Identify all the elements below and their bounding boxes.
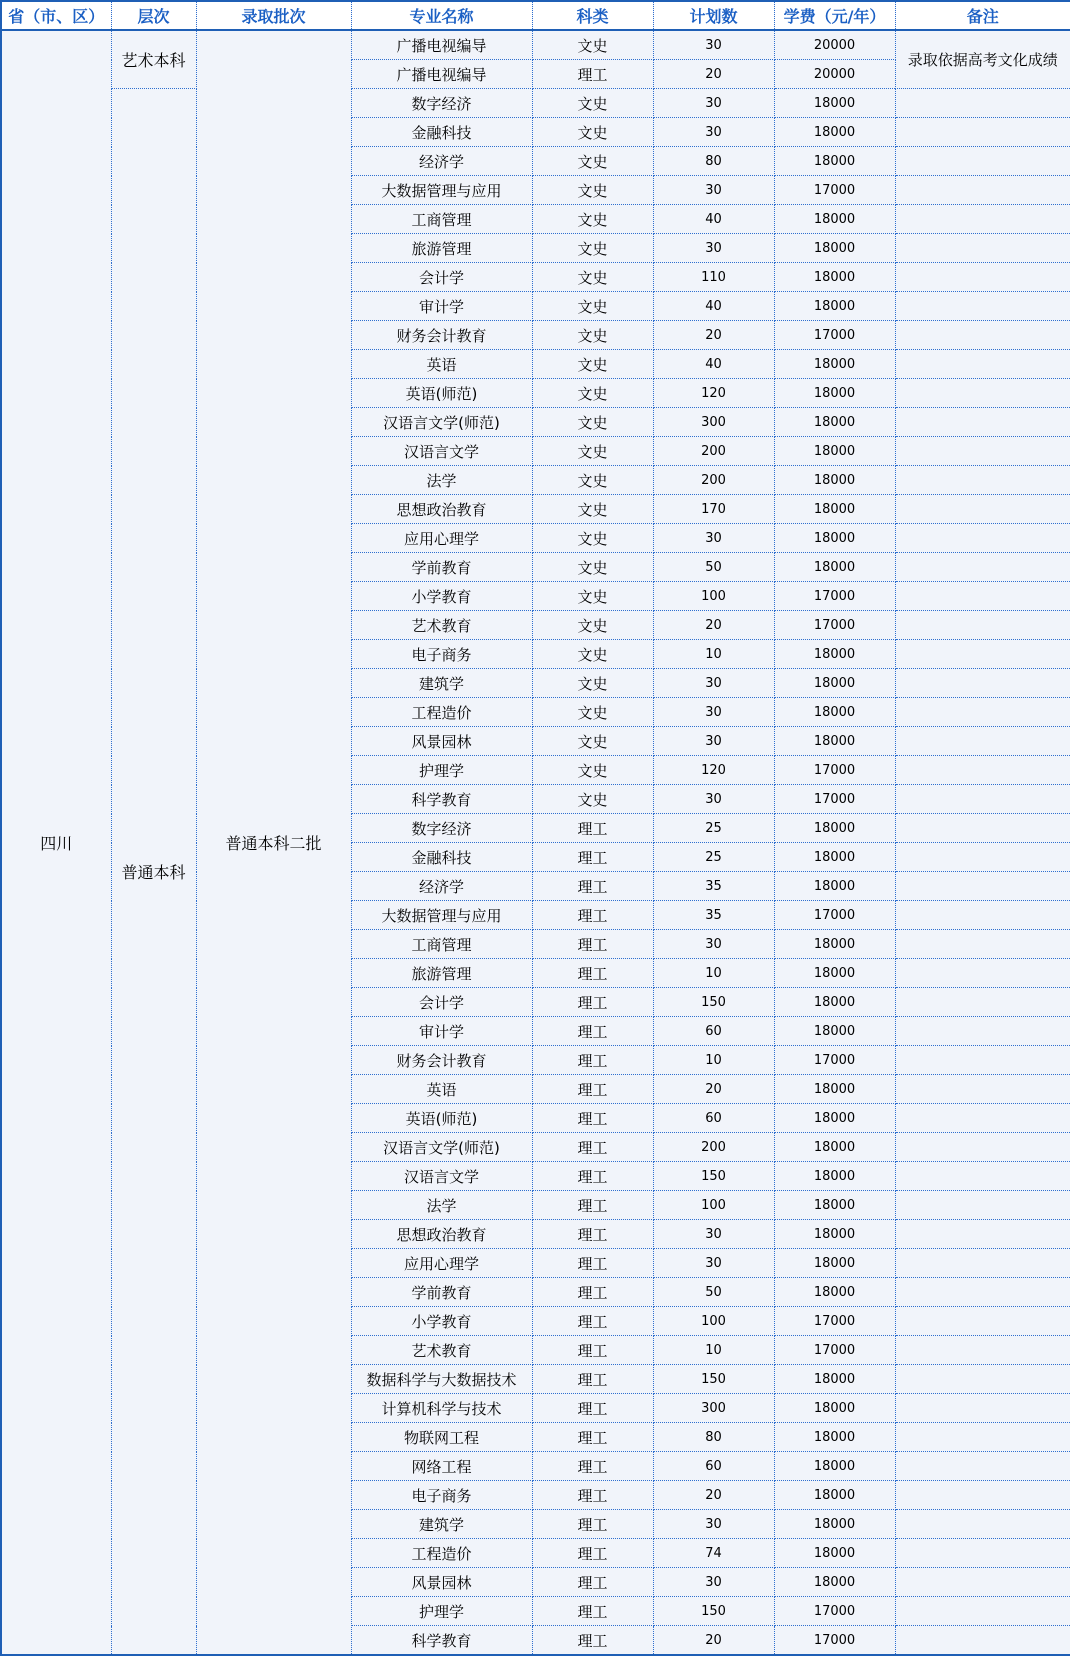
category-cell: 文史 (532, 611, 653, 640)
major-cell: 思想政治教育 (351, 495, 532, 524)
fee-cell: 18000 (774, 988, 895, 1017)
plan-cell: 30 (653, 1510, 774, 1539)
category-cell: 文史 (532, 379, 653, 408)
plan-cell: 20 (653, 60, 774, 89)
note-empty-cell (895, 611, 1070, 640)
header-level: 层次 (111, 1, 196, 30)
category-cell: 文史 (532, 727, 653, 756)
major-cell: 应用心理学 (351, 524, 532, 553)
fee-cell: 17000 (774, 176, 895, 205)
category-cell: 文史 (532, 321, 653, 350)
major-cell: 艺术教育 (351, 1336, 532, 1365)
major-cell: 汉语言文学(师范) (351, 1133, 532, 1162)
fee-cell: 17000 (774, 1046, 895, 1075)
note-empty-cell (895, 1220, 1070, 1249)
plan-cell: 30 (653, 1220, 774, 1249)
fee-cell: 18000 (774, 959, 895, 988)
major-cell: 旅游管理 (351, 959, 532, 988)
plan-cell: 20 (653, 1075, 774, 1104)
fee-cell: 18000 (774, 553, 895, 582)
note-empty-cell (895, 1133, 1070, 1162)
fee-cell: 18000 (774, 437, 895, 466)
category-cell: 文史 (532, 292, 653, 321)
fee-cell: 18000 (774, 669, 895, 698)
fee-cell: 17000 (774, 785, 895, 814)
fee-cell: 18000 (774, 843, 895, 872)
category-cell: 理工 (532, 959, 653, 988)
fee-cell: 18000 (774, 263, 895, 292)
note-empty-cell (895, 1191, 1070, 1220)
category-cell: 理工 (532, 872, 653, 901)
fee-cell: 17000 (774, 1336, 895, 1365)
note-empty-cell (895, 234, 1070, 263)
major-cell: 应用心理学 (351, 1249, 532, 1278)
fee-cell: 18000 (774, 379, 895, 408)
note-empty-cell (895, 930, 1070, 959)
major-cell: 经济学 (351, 147, 532, 176)
note-empty-cell (895, 1104, 1070, 1133)
fee-cell: 20000 (774, 30, 895, 60)
plan-cell: 300 (653, 1394, 774, 1423)
category-cell: 理工 (532, 1278, 653, 1307)
major-cell: 会计学 (351, 988, 532, 1017)
category-cell: 理工 (532, 1394, 653, 1423)
fee-cell: 18000 (774, 408, 895, 437)
major-cell: 审计学 (351, 1017, 532, 1046)
fee-cell: 17000 (774, 611, 895, 640)
major-cell: 审计学 (351, 292, 532, 321)
note-empty-cell (895, 901, 1070, 930)
fee-cell: 17000 (774, 1626, 895, 1656)
batch-cell: 普通本科二批 (196, 30, 351, 1655)
major-cell: 广播电视编导 (351, 60, 532, 89)
note-empty-cell (895, 872, 1070, 901)
fee-cell: 18000 (774, 1220, 895, 1249)
fee-cell: 18000 (774, 640, 895, 669)
major-cell: 计算机科学与技术 (351, 1394, 532, 1423)
major-cell: 学前教育 (351, 553, 532, 582)
note-empty-cell (895, 843, 1070, 872)
note-empty-cell (895, 379, 1070, 408)
plan-cell: 80 (653, 147, 774, 176)
level-regular-cell: 普通本科 (111, 89, 196, 1656)
fee-cell: 18000 (774, 1104, 895, 1133)
plan-cell: 30 (653, 930, 774, 959)
note-empty-cell (895, 205, 1070, 234)
plan-cell: 200 (653, 437, 774, 466)
category-cell: 文史 (532, 350, 653, 379)
plan-cell: 30 (653, 118, 774, 147)
category-cell: 理工 (532, 1336, 653, 1365)
major-cell: 艺术教育 (351, 611, 532, 640)
plan-cell: 60 (653, 1452, 774, 1481)
major-cell: 护理学 (351, 756, 532, 785)
major-cell: 思想政治教育 (351, 1220, 532, 1249)
plan-cell: 25 (653, 843, 774, 872)
major-cell: 会计学 (351, 263, 532, 292)
table-body (1, 30, 1070, 1655)
header-batch: 录取批次 (196, 1, 351, 30)
note-empty-cell (895, 466, 1070, 495)
fee-cell: 17000 (774, 582, 895, 611)
header-fee: 学费（元/年） (774, 1, 895, 30)
major-cell: 旅游管理 (351, 234, 532, 263)
major-cell: 护理学 (351, 1597, 532, 1626)
fee-cell: 18000 (774, 1278, 895, 1307)
note-empty-cell (895, 582, 1070, 611)
plan-cell: 30 (653, 524, 774, 553)
category-cell: 文史 (532, 89, 653, 118)
fee-cell: 18000 (774, 524, 895, 553)
note-empty-cell (895, 1075, 1070, 1104)
category-cell: 理工 (532, 1133, 653, 1162)
note-empty-cell (895, 408, 1070, 437)
plan-cell: 20 (653, 611, 774, 640)
fee-cell: 18000 (774, 1452, 895, 1481)
category-cell: 文史 (532, 263, 653, 292)
fee-cell: 18000 (774, 1481, 895, 1510)
note-empty-cell (895, 640, 1070, 669)
note-empty-cell (895, 524, 1070, 553)
note-empty-cell (895, 1365, 1070, 1394)
major-cell: 科学教育 (351, 1626, 532, 1656)
fee-cell: 17000 (774, 901, 895, 930)
fee-cell: 18000 (774, 1539, 895, 1568)
header-province: 省（市、区） (1, 1, 111, 30)
table-row (1, 89, 1070, 118)
category-cell: 文史 (532, 785, 653, 814)
fee-cell: 18000 (774, 814, 895, 843)
plan-cell: 100 (653, 582, 774, 611)
fee-cell: 18000 (774, 872, 895, 901)
plan-cell: 30 (653, 727, 774, 756)
note-empty-cell (895, 495, 1070, 524)
fee-cell: 18000 (774, 1017, 895, 1046)
category-cell: 理工 (532, 1017, 653, 1046)
fee-cell: 18000 (774, 1191, 895, 1220)
note-empty-cell (895, 1394, 1070, 1423)
category-cell: 文史 (532, 234, 653, 263)
major-cell: 数字经济 (351, 814, 532, 843)
plan-cell: 40 (653, 350, 774, 379)
note-empty-cell (895, 1568, 1070, 1597)
major-cell: 金融科技 (351, 118, 532, 147)
major-cell: 法学 (351, 1191, 532, 1220)
plan-cell: 30 (653, 234, 774, 263)
fee-cell: 18000 (774, 495, 895, 524)
category-cell: 理工 (532, 930, 653, 959)
fee-cell: 18000 (774, 350, 895, 379)
fee-cell: 18000 (774, 234, 895, 263)
note-empty-cell (895, 1278, 1070, 1307)
note-empty-cell (895, 89, 1070, 118)
major-cell: 风景园林 (351, 1568, 532, 1597)
major-cell: 英语(师范) (351, 1104, 532, 1133)
plan-cell: 200 (653, 1133, 774, 1162)
plan-cell: 100 (653, 1307, 774, 1336)
note-empty-cell (895, 756, 1070, 785)
note-empty-cell (895, 118, 1070, 147)
fee-cell: 17000 (774, 756, 895, 785)
fee-cell: 18000 (774, 930, 895, 959)
note-empty-cell (895, 321, 1070, 350)
note-empty-cell (895, 785, 1070, 814)
fee-cell: 18000 (774, 466, 895, 495)
major-cell: 大数据管理与应用 (351, 901, 532, 930)
major-cell: 汉语言文学(师范) (351, 408, 532, 437)
header-category: 科类 (532, 1, 653, 30)
plan-cell: 50 (653, 553, 774, 582)
plan-cell: 150 (653, 988, 774, 1017)
note-empty-cell (895, 1046, 1070, 1075)
note-empty-cell (895, 1017, 1070, 1046)
major-cell: 电子商务 (351, 640, 532, 669)
major-cell: 经济学 (351, 872, 532, 901)
fee-cell: 18000 (774, 1365, 895, 1394)
category-cell: 文史 (532, 205, 653, 234)
plan-cell: 60 (653, 1104, 774, 1133)
category-cell: 文史 (532, 408, 653, 437)
category-cell: 理工 (532, 1423, 653, 1452)
major-cell: 工程造价 (351, 1539, 532, 1568)
category-cell: 理工 (532, 1191, 653, 1220)
category-cell: 文史 (532, 756, 653, 785)
major-cell: 金融科技 (351, 843, 532, 872)
plan-cell: 170 (653, 495, 774, 524)
major-cell: 建筑学 (351, 669, 532, 698)
plan-cell: 30 (653, 176, 774, 205)
major-cell: 物联网工程 (351, 1423, 532, 1452)
plan-cell: 150 (653, 1365, 774, 1394)
note-empty-cell (895, 1423, 1070, 1452)
major-cell: 电子商务 (351, 1481, 532, 1510)
category-cell: 文史 (532, 466, 653, 495)
fee-cell: 18000 (774, 1394, 895, 1423)
major-cell: 工程造价 (351, 698, 532, 727)
category-cell: 文史 (532, 582, 653, 611)
fee-cell: 18000 (774, 727, 895, 756)
category-cell: 理工 (532, 843, 653, 872)
major-cell: 法学 (351, 466, 532, 495)
note-empty-cell (895, 814, 1070, 843)
note-empty-cell (895, 727, 1070, 756)
note-empty-cell (895, 1162, 1070, 1191)
fee-cell: 18000 (774, 1162, 895, 1191)
note-cell: 录取依据高考文化成绩 (895, 30, 1070, 89)
plan-cell: 110 (653, 263, 774, 292)
plan-cell: 20 (653, 321, 774, 350)
major-cell: 网络工程 (351, 1452, 532, 1481)
major-cell: 学前教育 (351, 1278, 532, 1307)
fee-cell: 18000 (774, 1133, 895, 1162)
note-empty-cell (895, 1510, 1070, 1539)
note-empty-cell (895, 1336, 1070, 1365)
plan-cell: 100 (653, 1191, 774, 1220)
header-plan: 计划数 (653, 1, 774, 30)
plan-cell: 74 (653, 1539, 774, 1568)
major-cell: 小学教育 (351, 582, 532, 611)
note-empty-cell (895, 350, 1070, 379)
category-cell: 文史 (532, 176, 653, 205)
plan-cell: 150 (653, 1162, 774, 1191)
category-cell: 理工 (532, 1481, 653, 1510)
plan-cell: 10 (653, 1336, 774, 1365)
major-cell: 工商管理 (351, 205, 532, 234)
province-cell: 四川 (1, 30, 111, 1655)
plan-cell: 120 (653, 379, 774, 408)
major-cell: 英语 (351, 1075, 532, 1104)
category-cell: 理工 (532, 60, 653, 89)
category-cell: 文史 (532, 118, 653, 147)
category-cell: 理工 (532, 1046, 653, 1075)
major-cell: 建筑学 (351, 1510, 532, 1539)
category-cell: 文史 (532, 640, 653, 669)
major-cell: 汉语言文学 (351, 437, 532, 466)
fee-cell: 18000 (774, 205, 895, 234)
note-empty-cell (895, 1626, 1070, 1656)
plan-cell: 30 (653, 1568, 774, 1597)
category-cell: 理工 (532, 1452, 653, 1481)
table-row (1, 30, 1070, 60)
note-empty-cell (895, 1539, 1070, 1568)
fee-cell: 18000 (774, 1423, 895, 1452)
header-note: 备注 (895, 1, 1070, 30)
category-cell: 理工 (532, 901, 653, 930)
fee-cell: 18000 (774, 147, 895, 176)
plan-cell: 10 (653, 959, 774, 988)
note-empty-cell (895, 1452, 1070, 1481)
category-cell: 文史 (532, 524, 653, 553)
fee-cell: 18000 (774, 1075, 895, 1104)
level-art-cell: 艺术本科 (111, 30, 196, 89)
category-cell: 文史 (532, 437, 653, 466)
category-cell: 文史 (532, 698, 653, 727)
category-cell: 理工 (532, 1075, 653, 1104)
category-cell: 理工 (532, 1104, 653, 1133)
category-cell: 文史 (532, 147, 653, 176)
note-empty-cell (895, 437, 1070, 466)
plan-cell: 30 (653, 30, 774, 60)
category-cell: 理工 (532, 1510, 653, 1539)
plan-cell: 20 (653, 1626, 774, 1656)
category-cell: 理工 (532, 1365, 653, 1394)
note-empty-cell (895, 553, 1070, 582)
plan-cell: 30 (653, 669, 774, 698)
plan-cell: 30 (653, 785, 774, 814)
category-cell: 理工 (532, 814, 653, 843)
major-cell: 财务会计教育 (351, 1046, 532, 1075)
category-cell: 理工 (532, 1307, 653, 1336)
category-cell: 理工 (532, 988, 653, 1017)
plan-cell: 120 (653, 756, 774, 785)
major-cell: 小学教育 (351, 1307, 532, 1336)
note-empty-cell (895, 1597, 1070, 1626)
note-empty-cell (895, 698, 1070, 727)
fee-cell: 17000 (774, 321, 895, 350)
plan-cell: 40 (653, 205, 774, 234)
category-cell: 理工 (532, 1626, 653, 1656)
plan-cell: 30 (653, 89, 774, 118)
note-empty-cell (895, 1249, 1070, 1278)
category-cell: 文史 (532, 553, 653, 582)
major-cell: 大数据管理与应用 (351, 176, 532, 205)
major-cell: 广播电视编导 (351, 30, 532, 60)
major-cell: 英语 (351, 350, 532, 379)
note-empty-cell (895, 1307, 1070, 1336)
category-cell: 理工 (532, 1162, 653, 1191)
plan-cell: 40 (653, 292, 774, 321)
major-cell: 工商管理 (351, 930, 532, 959)
note-empty-cell (895, 292, 1070, 321)
fee-cell: 18000 (774, 1510, 895, 1539)
fee-cell: 18000 (774, 89, 895, 118)
note-empty-cell (895, 988, 1070, 1017)
note-empty-cell (895, 176, 1070, 205)
plan-cell: 80 (653, 1423, 774, 1452)
note-empty-cell (895, 959, 1070, 988)
fee-cell: 18000 (774, 118, 895, 147)
category-cell: 文史 (532, 669, 653, 698)
fee-cell: 20000 (774, 60, 895, 89)
fee-cell: 17000 (774, 1307, 895, 1336)
major-cell: 英语(师范) (351, 379, 532, 408)
category-cell: 理工 (532, 1220, 653, 1249)
major-cell: 财务会计教育 (351, 321, 532, 350)
fee-cell: 18000 (774, 1568, 895, 1597)
major-cell: 科学教育 (351, 785, 532, 814)
note-empty-cell (895, 669, 1070, 698)
plan-cell: 50 (653, 1278, 774, 1307)
header-row (1, 1, 1070, 30)
category-cell: 理工 (532, 1539, 653, 1568)
plan-cell: 35 (653, 872, 774, 901)
category-cell: 理工 (532, 1249, 653, 1278)
category-cell: 理工 (532, 1568, 653, 1597)
plan-cell: 30 (653, 1249, 774, 1278)
plan-cell: 35 (653, 901, 774, 930)
note-empty-cell (895, 1481, 1070, 1510)
category-cell: 文史 (532, 30, 653, 60)
major-cell: 汉语言文学 (351, 1162, 532, 1191)
plan-cell: 300 (653, 408, 774, 437)
fee-cell: 18000 (774, 1249, 895, 1278)
fee-cell: 17000 (774, 1597, 895, 1626)
note-empty-cell (895, 263, 1070, 292)
plan-cell: 10 (653, 1046, 774, 1075)
plan-cell: 10 (653, 640, 774, 669)
category-cell: 文史 (532, 495, 653, 524)
fee-cell: 18000 (774, 698, 895, 727)
major-cell: 风景园林 (351, 727, 532, 756)
header-major: 专业名称 (351, 1, 532, 30)
category-cell: 理工 (532, 1597, 653, 1626)
fee-cell: 18000 (774, 292, 895, 321)
plan-cell: 150 (653, 1597, 774, 1626)
major-cell: 数据科学与大数据技术 (351, 1365, 532, 1394)
plan-cell: 30 (653, 698, 774, 727)
plan-cell: 20 (653, 1481, 774, 1510)
plan-cell: 200 (653, 466, 774, 495)
plan-cell: 25 (653, 814, 774, 843)
major-cell: 数字经济 (351, 89, 532, 118)
plan-cell: 60 (653, 1017, 774, 1046)
note-empty-cell (895, 147, 1070, 176)
